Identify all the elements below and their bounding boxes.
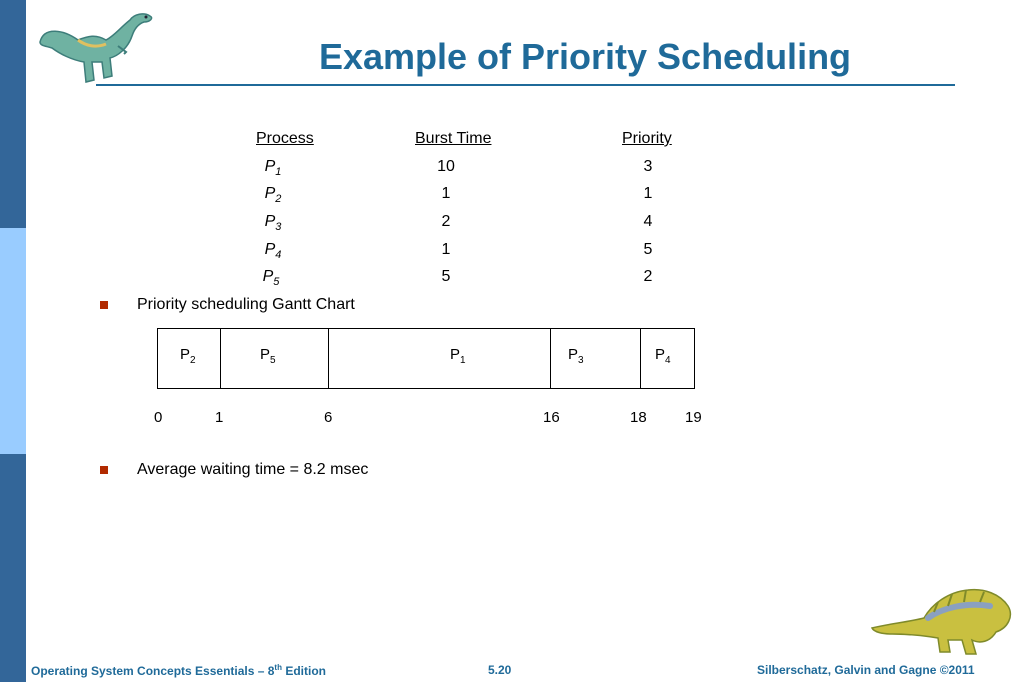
gantt-tick-label: 6 [324, 409, 333, 426]
gantt-tick-label: 0 [154, 409, 163, 426]
burst-value: 1 [441, 185, 451, 202]
left-sidebar [0, 0, 26, 682]
gantt-tick-label: 19 [685, 409, 702, 426]
header-burst-time: Burst Time [415, 130, 492, 147]
priority-value: 3 [643, 158, 653, 175]
process-name: $P_3$ [264, 213, 282, 234]
gantt-segment-label: $P_3$ [568, 346, 584, 366]
average-waiting-time: Average waiting time = 8.2 msec [137, 461, 369, 478]
page-title: Example of Priority Scheduling [318, 36, 852, 77]
footer-authors: Silberschatz, Galvin and Gagne ©2011 [757, 663, 975, 677]
gantt-tick-label: 16 [543, 409, 560, 426]
gantt-segment-label: $P_2$ [180, 346, 196, 366]
header-process: Process [256, 130, 314, 147]
gantt-tick-label: 18 [630, 409, 647, 426]
sidebar-band-top [0, 0, 26, 228]
sidebar-band-middle [0, 228, 26, 454]
footer-slide-number: 5.20 [488, 663, 512, 677]
priority-value: 1 [643, 185, 653, 202]
process-name: $P_1$ [264, 158, 282, 179]
footer-book-title: Operating System Concepts Essentials – 8th Edition [31, 663, 326, 678]
gantt-segment-label: $P_4$ [655, 346, 671, 366]
gantt-divider [550, 329, 551, 388]
burst-value: 10 [437, 158, 455, 175]
priority-value: 4 [643, 213, 653, 230]
priority-value: 5 [643, 241, 653, 258]
dinosaur-logo-icon [34, 6, 158, 86]
burst-value: 1 [441, 241, 451, 258]
sidebar-band-bottom [0, 454, 26, 682]
title-divider [96, 84, 955, 86]
priority-value: 2 [643, 268, 653, 285]
gantt-segment-label: $P_1$ [450, 346, 466, 366]
bullet-icon [100, 301, 108, 309]
burst-value: 5 [441, 268, 451, 285]
process-name: $P_2$ [264, 185, 282, 206]
gantt-tick-label: 1 [215, 409, 224, 426]
bullet-icon [100, 466, 108, 474]
process-name: $P_5$ [262, 268, 280, 289]
gantt-chart [157, 328, 695, 389]
process-name: $P_4$ [264, 241, 282, 262]
gantt-divider [328, 329, 329, 388]
burst-value: 2 [441, 213, 451, 230]
dinosaur-bottom-icon [868, 584, 1018, 656]
gantt-divider [640, 329, 641, 388]
gantt-segment-label: $P_5$ [260, 346, 276, 366]
gantt-caption: Priority scheduling Gantt Chart [137, 296, 355, 313]
gantt-divider [220, 329, 221, 388]
header-priority: Priority [622, 130, 672, 147]
